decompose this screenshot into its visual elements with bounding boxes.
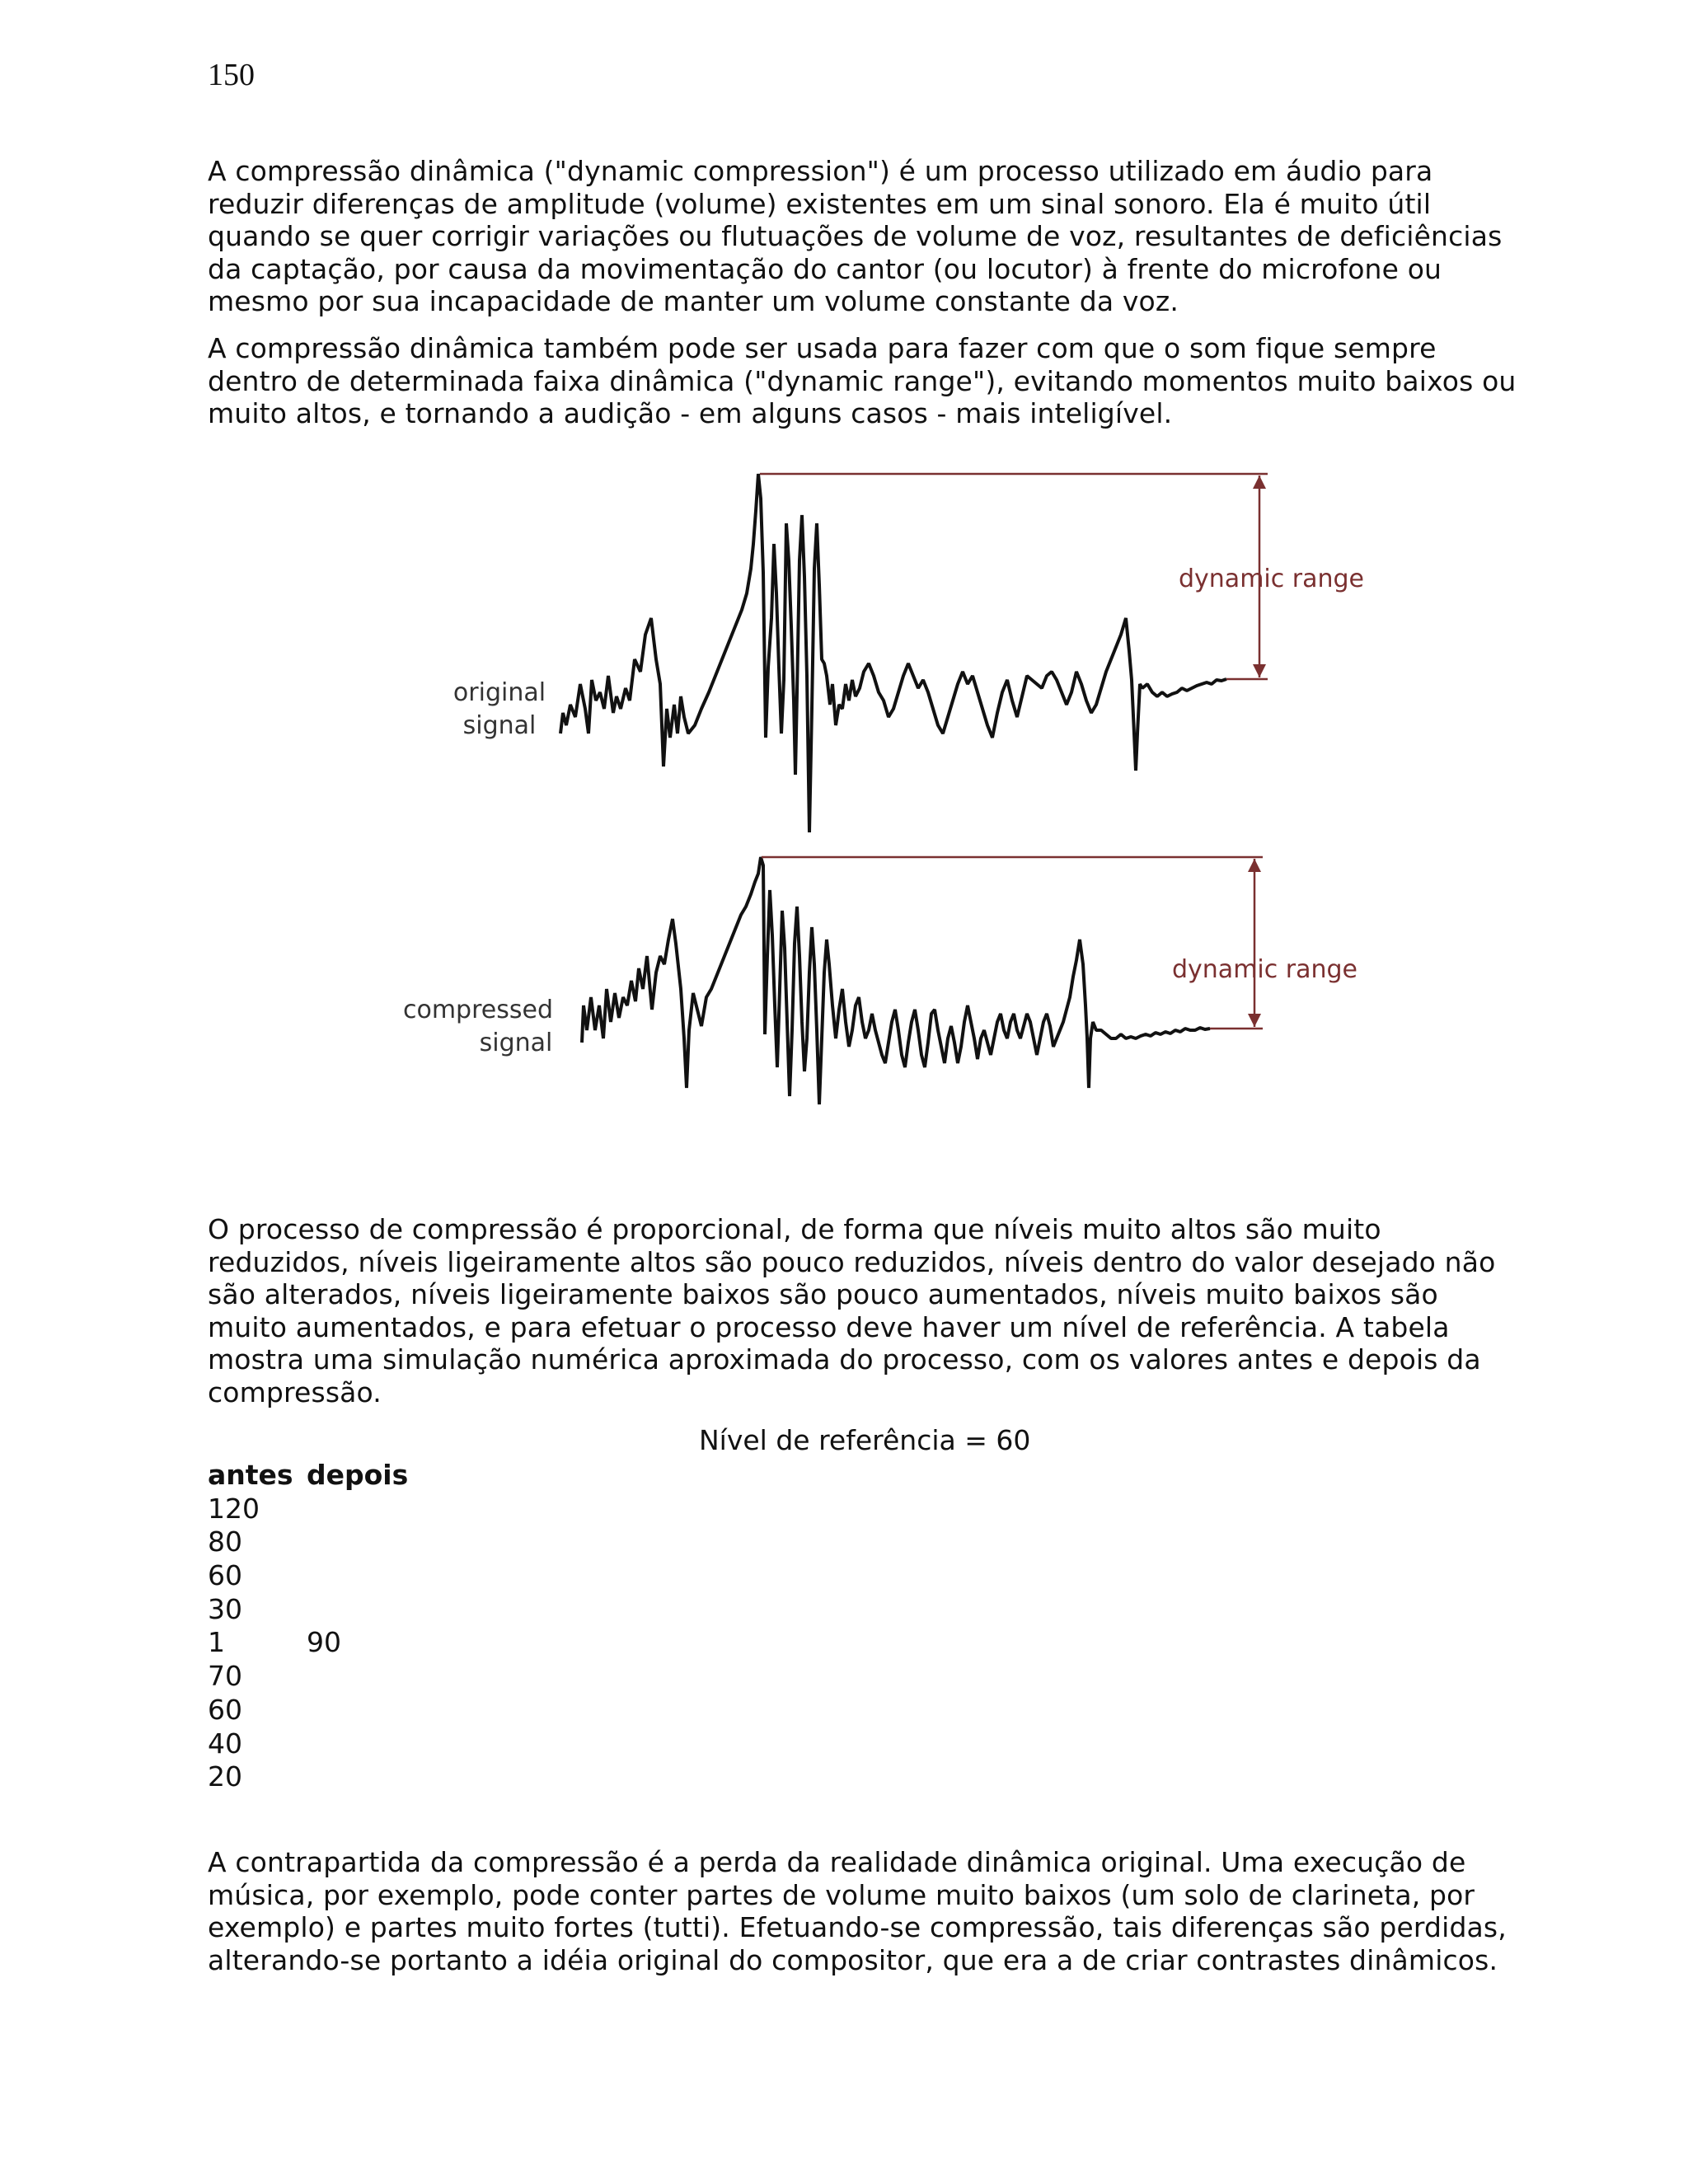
compressed-label-line1: compressed bbox=[402, 996, 554, 1024]
cell-antes: 20 bbox=[208, 1760, 242, 1793]
compressed-dynamic-range-label: dynamic range bbox=[1172, 955, 1358, 984]
table-row bbox=[208, 1493, 471, 1526]
original-dynamic-range-label: dynamic range bbox=[1179, 565, 1365, 593]
original-signal-group bbox=[453, 474, 1364, 832]
reference-level: Nível de referência = 60 bbox=[699, 1424, 1031, 1456]
cell-depois bbox=[307, 1760, 471, 1794]
text-line: A compressão dinâmica ("dynamic compression") é um processo utilizado em áudio para bbox=[208, 155, 1433, 187]
cell-depois bbox=[307, 1526, 471, 1559]
table-row bbox=[208, 1727, 471, 1761]
cell-depois bbox=[307, 1727, 471, 1761]
compressed-range-arrowhead-top bbox=[1248, 859, 1261, 872]
original-range-arrowhead-bottom bbox=[1253, 664, 1266, 677]
text-line: A compressão dinâmica também pode ser usada para fazer com que o som fique sempre bbox=[208, 332, 1437, 364]
text-line: compressão. bbox=[208, 1376, 382, 1408]
cell-antes: 120 bbox=[208, 1492, 260, 1525]
text-line: dentro de determinada faixa dinâmica ("dynamic range"), evitando momentos muito baixos ou bbox=[208, 364, 1517, 397]
text-line: são alterados, níveis ligeiramente baixos são pouco aumentados, níveis muito baixos são bbox=[208, 1278, 1438, 1310]
table-row bbox=[208, 1626, 471, 1660]
paragraph-dynamic-range bbox=[208, 332, 1535, 430]
paragraph-tradeoff bbox=[208, 1846, 1535, 1976]
table-row bbox=[208, 1660, 471, 1694]
compressed-range-arrowhead-bottom bbox=[1248, 1014, 1261, 1027]
page-number: 150 bbox=[208, 58, 255, 92]
compression-figure bbox=[387, 462, 1409, 1137]
cell-depois bbox=[307, 1559, 471, 1593]
compressed-signal-group bbox=[403, 857, 1357, 1104]
table-row bbox=[208, 1559, 471, 1593]
table-row bbox=[208, 1593, 471, 1627]
text-line: quando se quer corrigir variações ou flutuações de volume de voz, resultantes de deficiências bbox=[208, 220, 1503, 252]
cell-depois bbox=[307, 1593, 471, 1627]
text-line: muito altos, e tornando a audição - em alguns casos - mais inteligível. bbox=[208, 397, 1173, 429]
table-row bbox=[208, 1526, 471, 1559]
compressed-waveform bbox=[582, 857, 1210, 1104]
header-depois: depois bbox=[307, 1459, 409, 1491]
text-line: A contrapartida da compressão é a perda da realidade dinâmica original. Uma execução de bbox=[208, 1846, 1466, 1878]
compression-table bbox=[208, 1459, 471, 1794]
text-line: mostra uma simulação numérica aproximada do processo, com os valores antes e depois da bbox=[208, 1343, 1481, 1376]
cell-antes: 1 bbox=[208, 1626, 225, 1659]
cell-depois bbox=[307, 1660, 471, 1694]
original-label-line1: original bbox=[452, 678, 546, 707]
table-header-row bbox=[208, 1459, 471, 1493]
original-range-arrowhead-top bbox=[1253, 476, 1266, 489]
header-antes: antes bbox=[208, 1459, 293, 1491]
cell-antes: 70 bbox=[208, 1660, 242, 1693]
paragraph-intro bbox=[208, 155, 1535, 318]
cell-antes: 60 bbox=[208, 1559, 242, 1592]
text-line: mesmo por sua incapacidade de manter um volume constante da voz. bbox=[208, 285, 1179, 317]
cell-antes: 60 bbox=[208, 1693, 242, 1726]
original-waveform bbox=[560, 474, 1226, 832]
table-row bbox=[208, 1760, 471, 1794]
text-line: alterando-se portanto a idéia original do compositor, que era a de criar contrastes dinâmicos. bbox=[208, 1943, 1498, 1976]
table-row bbox=[208, 1694, 471, 1727]
cell-antes: 30 bbox=[208, 1592, 242, 1625]
text-line: O processo de compressão é proporcional, de forma que níveis muito altos são muito bbox=[208, 1213, 1381, 1245]
cell-depois: 90 bbox=[307, 1626, 341, 1659]
cell-antes: 80 bbox=[208, 1526, 242, 1558]
original-label-line2: signal bbox=[462, 711, 537, 740]
text-line: reduzidos, níveis ligeiramente altos são pouco reduzidos, níveis dentro do valor desejado não bbox=[208, 1245, 1496, 1278]
text-line: exemplo) e partes muito fortes (tutti). Efetuando-se compressão, tais diferenças são perdidas, bbox=[208, 1911, 1507, 1943]
cell-antes: 40 bbox=[208, 1727, 242, 1760]
text-line: reduzir diferenças de amplitude (volume) existentes em um sinal sonoro. Ela é muito útil bbox=[208, 187, 1432, 220]
compressed-label-line2: signal bbox=[479, 1029, 553, 1057]
text-line: muito aumentados, e para efetuar o processo deve haver um nível de referência. A tabela bbox=[208, 1310, 1450, 1343]
cell-depois bbox=[307, 1493, 471, 1526]
cell-depois bbox=[307, 1694, 471, 1727]
paragraph-process bbox=[208, 1213, 1535, 1408]
signal-diagram bbox=[387, 462, 1409, 1137]
text-line: música, por exemplo, pode conter partes de volume muito baixos (um solo de clarineta, por bbox=[208, 1878, 1475, 1911]
text-line: da captação, por causa da movimentação do cantor (ou locutor) à frente do microfone ou bbox=[208, 252, 1442, 285]
